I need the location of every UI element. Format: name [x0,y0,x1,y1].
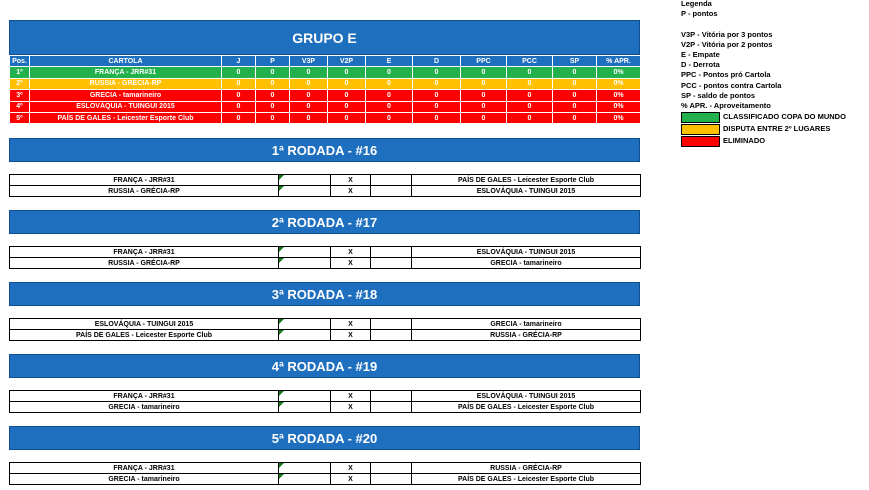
stat-cell: 0 [328,67,366,78]
home-score-cell[interactable] [279,186,331,197]
col-header: D [413,56,461,67]
round-4-matches [9,390,641,413]
away-team: ESLOVÁQUIA - TUINGUI 2015 [412,391,641,402]
group-title: GRUPO E [9,20,640,55]
away-score-cell[interactable] [371,258,412,269]
legend-title: Legenda [681,0,712,8]
stat-cell: 0 [256,101,290,112]
legend-item: D - Derrota [681,60,720,70]
stat-cell: 0 [290,90,328,101]
stat-cell: 0 [366,78,413,89]
home-score-cell[interactable] [279,474,331,485]
stat-cell: 0 [553,67,597,78]
position-cell: 4º [10,101,30,112]
stat-cell: 0 [461,67,507,78]
home-team: RUSSIA - GRÉCIA-RP [10,258,279,269]
versus-label: X [331,463,371,474]
versus-label: X [331,175,371,186]
legend-label: CLASSIFICADO COPA DO MUNDO [723,111,846,121]
match-row [10,175,641,186]
stat-cell: 0 [290,78,328,89]
round-1-matches [9,174,641,197]
home-team: FRANÇA - JRR#31 [10,175,279,186]
stat-cell: 0 [507,101,553,112]
yellow-swatch [681,124,720,135]
home-score-cell[interactable] [279,463,331,474]
team-cell: ESLOVÁQUIA - TUINGUI 2015 [30,101,222,112]
away-team: PAÍS DE GALES - Leicester Esporte Club [412,402,641,413]
stat-cell: 0 [553,101,597,112]
away-score-cell[interactable] [371,175,412,186]
away-team: ESLOVÁQUIA - TUINGUI 2015 [412,186,641,197]
home-team: FRANÇA - JRR#31 [10,247,279,258]
legend-item: PPC - Pontos pró Cartola [681,70,771,80]
stat-cell: 0 [222,90,256,101]
stat-cell: 0 [222,78,256,89]
col-header: V3P [290,56,328,67]
stat-cell: 0 [328,112,366,123]
apr-cell: 0% [597,112,641,123]
home-score-cell[interactable] [279,319,331,330]
round-title: 1ª RODADA - #16 [9,138,640,162]
home-score-cell[interactable] [279,258,331,269]
round-3-matches [9,318,641,341]
home-score-cell[interactable] [279,175,331,186]
versus-label: X [331,402,371,413]
home-team: GRECIA - tamarineiro [10,402,279,413]
legend-item: PCC - pontos contra Cartola [681,80,782,90]
col-header: SP [553,56,597,67]
legend-item: SP - saldo de pontos [681,90,756,100]
position-cell: 5º [10,112,30,123]
stat-cell: 0 [413,67,461,78]
stat-cell: 0 [461,90,507,101]
away-score-cell[interactable] [371,474,412,485]
standings-row [10,78,641,89]
col-header: PPC [461,56,507,67]
standings-row [10,90,641,101]
stat-cell: 0 [413,112,461,123]
away-team: ESLOVÁQUIA - TUINGUI 2015 [412,247,641,258]
away-team: PAÍS DE GALES - Leicester Esporte Club [412,474,641,485]
round-title: 2ª RODADA - #17 [9,210,640,234]
stat-cell: 0 [366,67,413,78]
stat-cell: 0 [328,90,366,101]
stat-cell: 0 [507,90,553,101]
away-score-cell[interactable] [371,391,412,402]
standings-row [10,112,641,123]
stat-cell: 0 [366,101,413,112]
away-team: GRECIA - tamarineiro [412,258,641,269]
stat-cell: 0 [328,101,366,112]
home-team: GRECIA - tamarineiro [10,474,279,485]
round-title: 4ª RODADA - #19 [9,354,640,378]
col-header: Pos. [10,56,30,67]
team-cell: RUSSIA - GRÉCIA-RP [30,78,222,89]
away-score-cell[interactable] [371,247,412,258]
home-team: PAÍS DE GALES - Leicester Esporte Club [10,330,279,341]
stat-cell: 0 [366,90,413,101]
round-2-matches [9,246,641,269]
legend-label: DISPUTA ENTRE 2º LUGARES [723,123,831,133]
round-title: 5ª RODADA - #20 [9,426,640,450]
col-header: V2P [328,56,366,67]
away-score-cell[interactable] [371,330,412,341]
stat-cell: 0 [413,90,461,101]
red-swatch [681,136,720,147]
legend-classificado [681,111,846,123]
standings-header-row [10,56,641,67]
col-header: E [366,56,413,67]
legend-disputa [681,123,846,135]
stat-cell: 0 [290,101,328,112]
stat-cell: 0 [256,78,290,89]
stat-cell: 0 [553,78,597,89]
versus-label: X [331,474,371,485]
legend [681,0,846,147]
col-header: J [222,56,256,67]
stat-cell: 0 [413,78,461,89]
apr-cell: 0% [597,90,641,101]
stat-cell: 0 [256,112,290,123]
home-score-cell[interactable] [279,330,331,341]
match-row [10,463,641,474]
home-team: FRANÇA - JRR#31 [10,463,279,474]
team-cell: FRANÇA - JRR#31 [30,67,222,78]
standings-row [10,67,641,78]
green-swatch [681,112,720,123]
position-cell: 3º [10,90,30,101]
stat-cell: 0 [461,112,507,123]
team-cell: GRECIA - tamarineiro [30,90,222,101]
stat-cell: 0 [553,112,597,123]
col-header: PCC [507,56,553,67]
stat-cell: 0 [553,90,597,101]
match-row [10,330,641,341]
versus-label: X [331,319,371,330]
match-row [10,391,641,402]
versus-label: X [331,391,371,402]
position-cell: 2º [10,78,30,89]
col-header: CARTOLA [30,56,222,67]
stat-cell: 0 [222,67,256,78]
stat-cell: 0 [256,90,290,101]
team-cell: PAÍS DE GALES - Leicester Esporte Club [30,112,222,123]
legend-eliminado [681,135,846,147]
position-cell: 1º [10,67,30,78]
home-team: ESLOVÁQUIA - TUINGUI 2015 [10,319,279,330]
away-score-cell[interactable] [371,402,412,413]
stat-cell: 0 [461,78,507,89]
stat-cell: 0 [290,67,328,78]
legend-item: % APR. - Aproveitamento [681,100,771,110]
stat-cell: 0 [366,112,413,123]
legend-item: V3P - Vitória por 3 pontos [681,29,773,39]
col-header: % APR. [597,56,641,67]
away-team: GRECIA - tamarineiro [412,319,641,330]
home-team: RUSSIA - GRÉCIA-RP [10,186,279,197]
versus-label: X [331,186,371,197]
stat-cell: 0 [461,101,507,112]
round-title: 3ª RODADA - #18 [9,282,640,306]
stat-cell: 0 [222,112,256,123]
versus-label: X [331,330,371,341]
apr-cell: 0% [597,78,641,89]
away-score-cell[interactable] [371,463,412,474]
away-team: RUSSIA - GRÉCIA-RP [412,330,641,341]
home-score-cell[interactable] [279,402,331,413]
stat-cell: 0 [413,101,461,112]
versus-label: X [331,247,371,258]
match-row [10,186,641,197]
home-score-cell[interactable] [279,247,331,258]
apr-cell: 0% [597,101,641,112]
legend-item: V2P - Vitória por 2 pontos [681,39,773,49]
legend-item: P - pontos [681,9,718,19]
legend-item: E - Empate [681,49,720,59]
stat-cell: 0 [507,112,553,123]
versus-label: X [331,258,371,269]
away-team: PAÍS DE GALES - Leicester Esporte Club [412,175,641,186]
standings-row [10,101,641,112]
stat-cell: 0 [507,67,553,78]
away-team: RUSSIA - GRÉCIA-RP [412,463,641,474]
apr-cell: 0% [597,67,641,78]
standings-table [9,55,641,124]
col-header: P [256,56,290,67]
stat-cell: 0 [222,101,256,112]
legend-label: ELIMINADO [723,135,766,145]
stat-cell: 0 [256,67,290,78]
stat-cell: 0 [507,78,553,89]
match-row [10,247,641,258]
home-team: FRANÇA - JRR#31 [10,391,279,402]
match-row [10,319,641,330]
match-row [10,402,641,413]
match-row [10,258,641,269]
away-score-cell[interactable] [371,319,412,330]
match-row [10,474,641,485]
stat-cell: 0 [328,78,366,89]
round-5-matches [9,462,641,485]
home-score-cell[interactable] [279,391,331,402]
stat-cell: 0 [290,112,328,123]
away-score-cell[interactable] [371,186,412,197]
